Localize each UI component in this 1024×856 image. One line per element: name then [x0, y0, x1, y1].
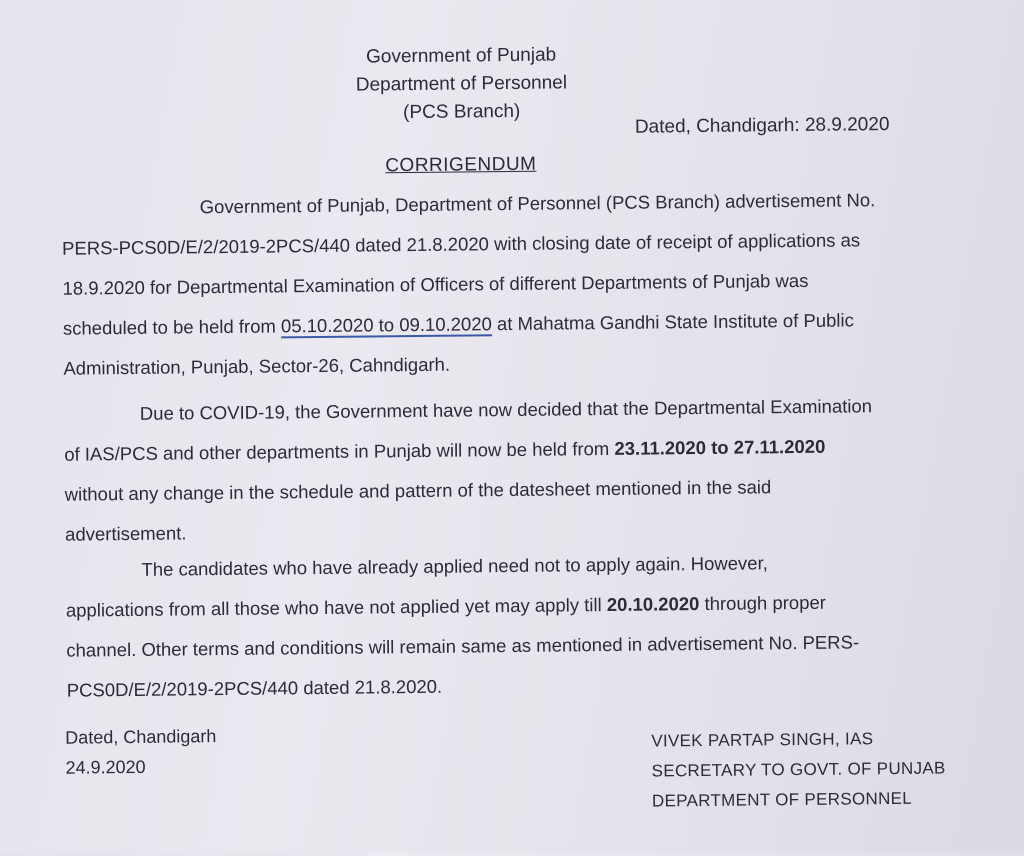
original-exam-dates: 05.10.2020 to 09.10.2020 [280, 313, 492, 337]
branch-name: (PCS Branch) [402, 100, 521, 124]
last-apply-date: 20.10.2020 [606, 593, 700, 616]
paragraph-2-line-1: Due to COVID-19, the Government have now decided that the Departmental Examination [139, 395, 873, 424]
apply-till-text: applications from all those who have not applied yet may apply till [65, 594, 607, 621]
new-exam-dates: 23.11.2020 to 27.11.2020 [614, 435, 826, 459]
footer-date-block [65, 721, 217, 783]
paragraph-3 [65, 541, 975, 710]
footer-date: 24.9.2020 [65, 756, 146, 778]
venue-text: at Mahatma Gandhi State Institute of Public [491, 309, 854, 335]
proper-channel-text: through proper [699, 591, 827, 615]
scheduled-text: scheduled to be held from [62, 315, 282, 339]
held-from-text: of IAS/PCS and other departments in Punjab will now be held from [64, 437, 615, 465]
signatory-block [651, 723, 946, 816]
letterhead [326, 41, 597, 128]
document-title: CORRIGENDUM [385, 153, 537, 177]
paragraph-3-line-1: The candidates who have already applied need not to apply again. However, [141, 552, 768, 580]
signatory-designation: SECRETARY TO GOVT. OF PUNJAB [651, 758, 946, 781]
paragraph-3-line-4: PCS0D/E/2/2019-2PCS/440 dated 21.8.2020. [66, 675, 443, 701]
paragraph-2 [64, 385, 974, 554]
signatory-name: VIVEK PARTAP SINGH, IAS [651, 729, 874, 751]
signatory-department: DEPARTMENT OF PERSONNEL [651, 788, 913, 811]
paragraph-1-line-2: PERS-PCS0D/E/2/2019-2PCS/440 dated 21.8.2020 with closing date of receipt of applications as [62, 229, 861, 259]
paragraph-2-line-4: advertisement. [65, 522, 187, 545]
issue-date: Dated, Chandigarh: 28.9.2020 [634, 114, 890, 138]
government-name: Government of Punjab [365, 44, 557, 68]
paragraph-1-line-3: 18.9.2020 for Departmental Examination of Officers of different Departments of Punjab was [62, 269, 809, 299]
footer-place: Dated, Chandigarh [65, 726, 217, 748]
paragraph-1-line-1: Government of Punjab, Department of Personnel (PCS Branch) advertisement No. [199, 189, 876, 218]
department-name: Department of Personnel [355, 72, 568, 96]
paragraph-1-line-5: Administration, Punjab, Sector-26, Cahndigarh. [63, 353, 451, 379]
paragraph-3-line-3: channel. Other terms and conditions will remain same as mentioned in advertisement No. PERS- [66, 631, 860, 661]
paragraph-2-line-3: without any change in the schedule and pattern of the datesheet mentioned in the said [64, 476, 772, 505]
paragraph-1 [61, 179, 971, 388]
